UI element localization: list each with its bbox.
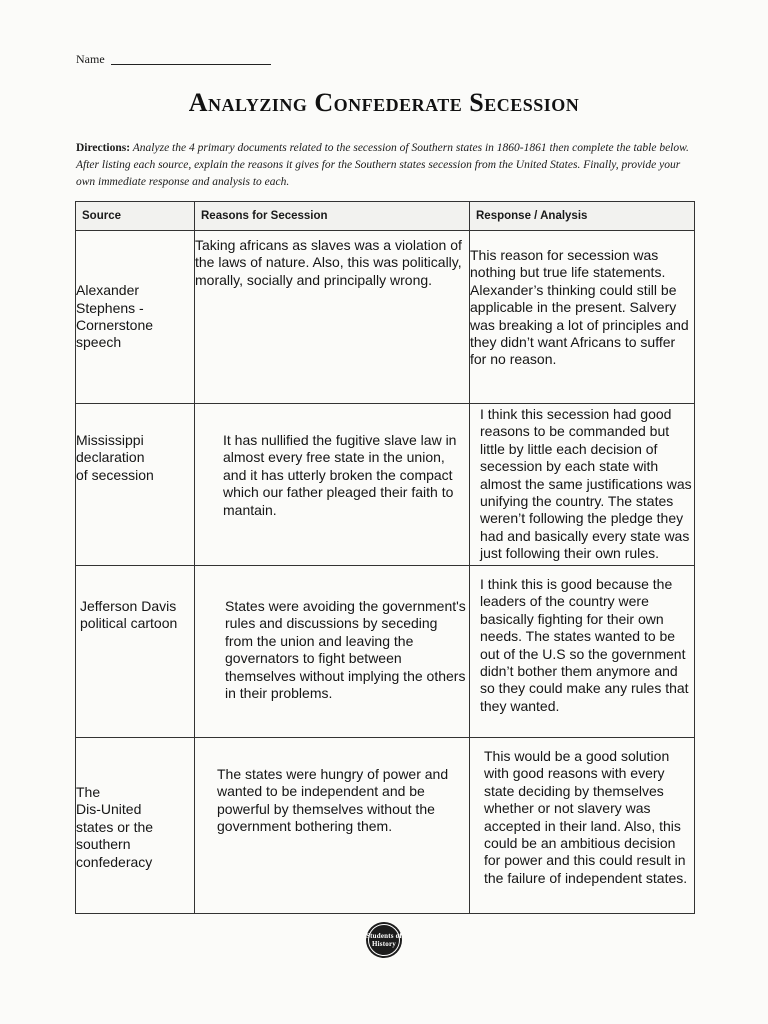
- source-cell: Alexander Stephens - Cornerstone speech: [76, 231, 195, 404]
- directions-label: Directions:: [76, 142, 131, 154]
- reasons-cell: Taking africans as slaves was a violation of the laws of nature. Also, this was politically, morally, socially and principally wrong.: [195, 231, 470, 404]
- table-row: [76, 404, 695, 566]
- table-row: [76, 231, 695, 404]
- name-label: Name: [76, 52, 105, 66]
- name-field[interactable]: [76, 52, 271, 67]
- source-cell: Mississippi declaration of secession: [76, 404, 195, 566]
- secession-table: [75, 201, 695, 914]
- students-of-history-logo: [366, 922, 402, 958]
- page-title: Analyzing Confederate Secession: [188, 88, 580, 117]
- name-underline[interactable]: [111, 64, 271, 65]
- reasons-cell: States were avoiding the government's rules and discussions by seceding from the union and leaving the governators to fight between themselves without implying the others in their problems.: [195, 566, 470, 738]
- header-source: Source: [76, 202, 195, 231]
- directions-text: Analyze the 4 primary documents related to the secession of Southern states in 1860-1861 then complete the table below. After listing each source, explain the reasons it gives for the Southern states secession from the United States. Finally, provide your own immediate response and analysis to each.: [76, 142, 689, 188]
- header-reasons: Reasons for Secession: [195, 202, 470, 231]
- response-cell: This reason for secession was nothing but true life statements. Alexander’s thinking could still be applicable in the present. Salvery was breaking a lot of principles and they didn’t want Africans to suffer for no reason.: [470, 231, 695, 404]
- reasons-cell: It has nullified the fugitive slave law in almost every free state in the union, and it has utterly broken the compact which our father pleaged their faith to mantain.: [195, 404, 470, 566]
- directions: [76, 140, 694, 191]
- response-cell: I think this is good because the leaders of the country were basically fighting for their own needs. The states wanted to be out of the U.S so the government didn’t bother them anymore and so they could make any rules that they wanted.: [470, 566, 695, 738]
- response-cell: This would be a good solution with good reasons with every state deciding by themselves whether or not slavery was accepted in their land. Also, this could be an ambitious decision for power and this could result in the failure of independent states.: [470, 738, 695, 914]
- table-row: [76, 566, 695, 738]
- source-cell: Jefferson Davis political cartoon: [76, 566, 195, 738]
- logo-text: Students of History: [366, 932, 402, 948]
- reasons-cell: The states were hungry of power and wanted to be independent and be powerful by themselves without the government bothering them.: [195, 738, 470, 914]
- header-response: Response / Analysis: [470, 202, 695, 231]
- logo-ring: [368, 924, 400, 956]
- table-header-row: [76, 202, 695, 231]
- table-row: [76, 738, 695, 914]
- response-cell: I think this secession had good reasons to be commanded but little by little each decision of secession by each state with almost the same justifications was unifying the country. The states weren’t following the pledge they had and basically every state was just following their own rules.: [470, 404, 695, 566]
- source-cell: The Dis-United states or the southern confederacy: [76, 738, 195, 914]
